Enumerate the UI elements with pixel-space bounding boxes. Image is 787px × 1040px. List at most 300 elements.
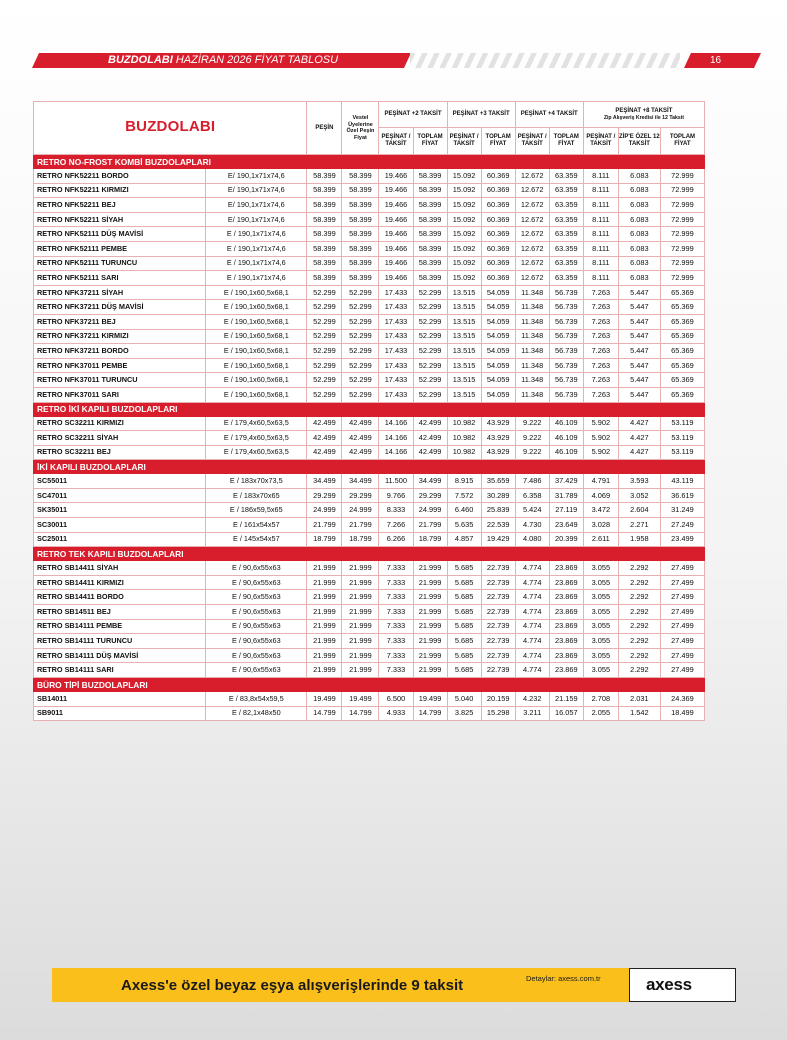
price-cell: 7.333 [379, 561, 413, 576]
price-cell: 7.263 [583, 344, 618, 359]
table-row [34, 329, 705, 344]
price-cell: 21.999 [342, 590, 379, 605]
price-cell: 21.999 [413, 619, 447, 634]
price-cell: 60.369 [481, 212, 515, 227]
price-cell: 2.031 [618, 692, 660, 707]
price-cell: 27.499 [660, 619, 704, 634]
price-cell: 5.424 [515, 503, 549, 518]
table-row [34, 183, 705, 198]
price-cell: 15.298 [481, 706, 515, 721]
price-cell: 14.166 [379, 445, 413, 460]
price-cell: 54.059 [481, 387, 515, 402]
price-cell: 8.111 [583, 183, 618, 198]
table-row [34, 271, 705, 286]
price-cell: 22.739 [481, 663, 515, 678]
price-cell: 42.499 [307, 431, 342, 446]
price-cell: 63.359 [549, 183, 583, 198]
table-row [34, 285, 705, 300]
price-cell: 6.358 [515, 488, 549, 503]
price-cell: 19.499 [413, 692, 447, 707]
price-cell: 42.499 [307, 445, 342, 460]
price-cell: 4.774 [515, 605, 549, 620]
product-dimensions: E/ 190,1x71x74,6 [206, 183, 307, 198]
price-cell: 43.929 [481, 445, 515, 460]
price-cell: 12.672 [515, 241, 549, 256]
price-cell: 23.869 [549, 619, 583, 634]
group-header-8-sub: Zip Alışveriş Kredisi ile 12 Taksit [603, 114, 684, 121]
price-cell: 21.999 [342, 648, 379, 663]
product-name: RETRO NFK52111 TURUNCU [34, 256, 206, 271]
section-header-row [34, 402, 705, 416]
price-cell: 19.499 [307, 692, 342, 707]
promo-banner-details: Detaylar: axess.com.tr [526, 974, 601, 983]
price-cell: 43.119 [660, 474, 704, 489]
price-cell: 6.083 [618, 169, 660, 184]
price-cell: 7.263 [583, 373, 618, 388]
price-cell: 58.399 [413, 271, 447, 286]
price-cell: 5.447 [618, 344, 660, 359]
price-cell: 23.869 [549, 605, 583, 620]
price-cell: 21.799 [342, 518, 379, 533]
product-name: RETRO NFK37011 TURUNCU [34, 373, 206, 388]
price-cell: 58.399 [413, 169, 447, 184]
header-stripes [410, 53, 680, 68]
price-cell: 23.869 [549, 648, 583, 663]
price-cell: 12.672 [515, 256, 549, 271]
price-cell: 63.359 [549, 212, 583, 227]
price-cell: 8.111 [583, 241, 618, 256]
price-cell: 58.399 [413, 212, 447, 227]
product-name: RETRO SB14511 BEJ [34, 605, 206, 620]
price-cell: 3.055 [583, 575, 618, 590]
price-cell: 17.433 [379, 344, 413, 359]
price-cell: 22.739 [481, 561, 515, 576]
price-cell: 27.499 [660, 605, 704, 620]
price-cell: 3.055 [583, 663, 618, 678]
price-cell: 8.111 [583, 271, 618, 286]
section-header-row [34, 547, 705, 561]
price-cell: 21.999 [307, 619, 342, 634]
price-cell: 42.499 [342, 445, 379, 460]
price-cell: 54.059 [481, 358, 515, 373]
group-header-3: PEŞİNAT +3 TAKSİT [447, 102, 515, 128]
price-cell: 24.369 [660, 692, 704, 707]
price-cell: 52.299 [342, 285, 379, 300]
price-cell: 12.672 [515, 183, 549, 198]
section-title: İKİ KAPILI BUZDOLAPLARI [34, 460, 705, 474]
price-cell: 3.055 [583, 590, 618, 605]
section-header-row [34, 678, 705, 692]
product-dimensions: E / 90,6x55x63 [206, 605, 307, 620]
price-cell: 14.166 [379, 431, 413, 446]
price-cell: 6.083 [618, 198, 660, 213]
price-cell: 72.999 [660, 212, 704, 227]
price-cell: 5.685 [447, 590, 481, 605]
price-cell: 46.109 [549, 416, 583, 431]
price-cell: 7.266 [379, 518, 413, 533]
section-title: RETRO TEK KAPILI BUZDOLAPLARI [34, 547, 705, 561]
price-cell: 5.447 [618, 373, 660, 388]
price-cell: 4.774 [515, 561, 549, 576]
price-cell: 12.672 [515, 169, 549, 184]
sub-header-pesinat: PEŞİNAT / TAKSİT [447, 128, 481, 155]
price-cell: 58.399 [307, 169, 342, 184]
price-cell: 2.292 [618, 605, 660, 620]
price-cell: 8.111 [583, 169, 618, 184]
price-cell: 27.499 [660, 648, 704, 663]
price-cell: 27.499 [660, 634, 704, 649]
price-cell: 21.999 [413, 575, 447, 590]
price-cell: 7.333 [379, 663, 413, 678]
price-cell: 29.299 [307, 488, 342, 503]
price-cell: 58.399 [342, 198, 379, 213]
price-cell: 65.369 [660, 314, 704, 329]
price-cell: 17.433 [379, 285, 413, 300]
price-cell: 8.333 [379, 503, 413, 518]
promo-banner [52, 968, 735, 1002]
price-cell: 52.299 [342, 373, 379, 388]
price-cell: 42.499 [413, 445, 447, 460]
price-cell: 7.333 [379, 605, 413, 620]
price-table [33, 101, 705, 721]
price-cell: 52.299 [413, 387, 447, 402]
price-cell: 52.299 [307, 387, 342, 402]
price-cell: 31.249 [660, 503, 704, 518]
page-number-tab [684, 53, 761, 68]
price-cell: 58.399 [307, 241, 342, 256]
price-cell: 5.447 [618, 314, 660, 329]
price-cell: 10.982 [447, 445, 481, 460]
price-cell: 6.083 [618, 212, 660, 227]
price-cell: 5.685 [447, 634, 481, 649]
price-cell: 72.999 [660, 183, 704, 198]
price-cell: 52.299 [342, 344, 379, 359]
product-name: RETRO SB14111 SARI [34, 663, 206, 678]
price-cell: 19.466 [379, 271, 413, 286]
product-dimensions: E / 190,1x60,5x68,1 [206, 344, 307, 359]
product-dimensions: E / 90,6x55x63 [206, 634, 307, 649]
product-dimensions: E / 90,6x55x63 [206, 561, 307, 576]
product-name: SC47011 [34, 488, 206, 503]
price-cell: 5.902 [583, 416, 618, 431]
price-cell: 58.399 [342, 271, 379, 286]
table-row [34, 198, 705, 213]
price-cell: 54.059 [481, 300, 515, 315]
price-cell: 52.299 [342, 329, 379, 344]
price-cell: 58.399 [307, 227, 342, 242]
table-row [34, 575, 705, 590]
price-cell: 37.429 [549, 474, 583, 489]
product-dimensions: E/ 190,1x71x74,6 [206, 212, 307, 227]
price-cell: 13.515 [447, 358, 481, 373]
product-name: RETRO SB14111 DÜŞ MAVİSİ [34, 648, 206, 663]
price-cell: 17.433 [379, 358, 413, 373]
price-cell: 9.222 [515, 431, 549, 446]
price-cell: 22.539 [481, 518, 515, 533]
price-cell: 52.299 [307, 373, 342, 388]
price-cell: 5.447 [618, 329, 660, 344]
price-cell: 27.499 [660, 575, 704, 590]
price-cell: 21.999 [342, 619, 379, 634]
price-cell: 56.739 [549, 373, 583, 388]
price-cell: 20.399 [549, 532, 583, 547]
price-cell: 1.542 [618, 706, 660, 721]
table-row [34, 706, 705, 721]
price-cell: 7.263 [583, 314, 618, 329]
price-cell: 52.299 [413, 329, 447, 344]
price-cell: 15.092 [447, 183, 481, 198]
price-cell: 23.499 [660, 532, 704, 547]
price-cell: 60.369 [481, 227, 515, 242]
price-cell: 52.299 [413, 314, 447, 329]
col-header-pesin: PEŞİN [307, 102, 342, 155]
price-cell: 52.299 [413, 300, 447, 315]
price-cell: 5.685 [447, 663, 481, 678]
price-cell: 13.515 [447, 344, 481, 359]
price-cell: 65.369 [660, 329, 704, 344]
product-dimensions: E / 190,1x60,5x68,1 [206, 300, 307, 315]
price-cell: 21.999 [307, 605, 342, 620]
price-cell: 5.447 [618, 387, 660, 402]
price-cell: 53.119 [660, 431, 704, 446]
price-cell: 36.619 [660, 488, 704, 503]
product-dimensions: E / 179,4x60,5x63,5 [206, 445, 307, 460]
price-cell: 27.499 [660, 663, 704, 678]
sub-header-toplam: TOPLAM FİYAT [481, 128, 515, 155]
price-cell: 58.399 [413, 183, 447, 198]
price-cell: 65.369 [660, 373, 704, 388]
price-cell: 72.999 [660, 169, 704, 184]
section-title: RETRO NO-FROST KOMBİ BUZDOLAPLARI [34, 155, 705, 169]
price-cell: 42.499 [342, 416, 379, 431]
price-cell: 58.399 [342, 227, 379, 242]
price-cell: 56.739 [549, 329, 583, 344]
page-title [108, 54, 338, 67]
table-row [34, 561, 705, 576]
price-cell: 11.348 [515, 285, 549, 300]
price-cell: 2.271 [618, 518, 660, 533]
price-cell: 4.730 [515, 518, 549, 533]
price-cell: 21.999 [342, 634, 379, 649]
price-cell: 3.593 [618, 474, 660, 489]
product-name: SC25011 [34, 532, 206, 547]
price-cell: 4.774 [515, 648, 549, 663]
product-dimensions: E / 190,1x60,5x68,1 [206, 373, 307, 388]
axess-logo-box [629, 968, 736, 1002]
product-name: RETRO SB14111 TURUNCU [34, 634, 206, 649]
price-cell: 23.869 [549, 634, 583, 649]
price-cell: 58.399 [307, 212, 342, 227]
price-cell: 58.399 [307, 271, 342, 286]
price-cell: 19.466 [379, 183, 413, 198]
price-cell: 34.499 [342, 474, 379, 489]
price-cell: 21.999 [307, 575, 342, 590]
product-name: RETRO SC32211 BEJ [34, 445, 206, 460]
price-cell: 21.159 [549, 692, 583, 707]
price-cell: 4.774 [515, 634, 549, 649]
price-cell: 12.672 [515, 271, 549, 286]
group-header-8 [583, 102, 704, 128]
price-cell: 52.299 [307, 358, 342, 373]
sub-header-pesinat: PEŞİNAT / TAKSİT [583, 128, 618, 155]
product-name: RETRO NFK37211 KIRMIZI [34, 329, 206, 344]
price-cell: 5.447 [618, 358, 660, 373]
price-cell: 7.333 [379, 575, 413, 590]
price-cell: 58.399 [413, 241, 447, 256]
price-cell: 21.999 [307, 663, 342, 678]
price-cell: 52.299 [307, 285, 342, 300]
price-cell: 13.515 [447, 285, 481, 300]
product-dimensions: E / 186x59,5x65 [206, 503, 307, 518]
price-cell: 9.222 [515, 445, 549, 460]
product-dimensions: E / 190,1x60,5x68,1 [206, 387, 307, 402]
price-cell: 8.111 [583, 227, 618, 242]
product-dimensions: E / 179,4x60,5x63,5 [206, 431, 307, 446]
product-name: SB14011 [34, 692, 206, 707]
price-cell: 24.999 [342, 503, 379, 518]
price-cell: 4.774 [515, 663, 549, 678]
price-cell: 7.263 [583, 329, 618, 344]
price-cell: 4.791 [583, 474, 618, 489]
price-cell: 6.083 [618, 241, 660, 256]
price-cell: 43.929 [481, 431, 515, 446]
price-cell: 72.999 [660, 271, 704, 286]
price-cell: 56.739 [549, 344, 583, 359]
product-dimensions: E / 82,1x48x50 [206, 706, 307, 721]
price-cell: 27.119 [549, 503, 583, 518]
table-row [34, 387, 705, 402]
price-cell: 23.869 [549, 663, 583, 678]
price-cell: 2.292 [618, 561, 660, 576]
section-title: RETRO İKİ KAPILI BUZDOLAPLARI [34, 402, 705, 416]
price-cell: 17.433 [379, 387, 413, 402]
product-dimensions: E / 145x54x57 [206, 532, 307, 547]
product-name: RETRO NFK37211 BORDO [34, 344, 206, 359]
table-row [34, 619, 705, 634]
product-dimensions: E / 183x70x65 [206, 488, 307, 503]
price-cell: 11.348 [515, 373, 549, 388]
price-cell: 19.429 [481, 532, 515, 547]
price-cell: 13.515 [447, 387, 481, 402]
price-cell: 4.232 [515, 692, 549, 707]
group-header-2: PEŞİNAT +2 TAKSİT [379, 102, 447, 128]
price-cell: 7.333 [379, 634, 413, 649]
price-cell: 23.869 [549, 575, 583, 590]
product-name: RETRO NFK52111 DÜŞ MAVİSİ [34, 227, 206, 242]
price-cell: 17.433 [379, 373, 413, 388]
price-cell: 19.466 [379, 212, 413, 227]
section-header-row [34, 155, 705, 169]
price-cell: 21.999 [413, 605, 447, 620]
price-cell: 15.092 [447, 241, 481, 256]
price-cell: 54.059 [481, 314, 515, 329]
product-dimensions: E / 179,4x60,5x63,5 [206, 416, 307, 431]
price-cell: 52.299 [342, 314, 379, 329]
price-cell: 17.433 [379, 314, 413, 329]
price-cell: 13.515 [447, 329, 481, 344]
table-row [34, 314, 705, 329]
price-cell: 11.500 [379, 474, 413, 489]
price-cell: 8.915 [447, 474, 481, 489]
price-cell: 4.774 [515, 619, 549, 634]
price-cell: 42.499 [413, 416, 447, 431]
price-cell: 9.766 [379, 488, 413, 503]
table-row [34, 590, 705, 605]
product-name: SC55011 [34, 474, 206, 489]
price-cell: 42.499 [307, 416, 342, 431]
price-cell: 16.057 [549, 706, 583, 721]
price-cell: 30.289 [481, 488, 515, 503]
price-cell: 29.299 [342, 488, 379, 503]
price-cell: 23.869 [549, 561, 583, 576]
price-cell: 9.222 [515, 416, 549, 431]
price-cell: 5.902 [583, 445, 618, 460]
price-cell: 15.092 [447, 169, 481, 184]
price-cell: 54.059 [481, 344, 515, 359]
price-cell: 65.369 [660, 285, 704, 300]
product-name: SC30011 [34, 518, 206, 533]
product-name: RETRO SB14111 PEMBE [34, 619, 206, 634]
table-row [34, 241, 705, 256]
product-name: RETRO SB14411 SİYAH [34, 561, 206, 576]
price-cell: 58.399 [342, 212, 379, 227]
table-brand-cell [34, 102, 307, 155]
price-cell: 5.685 [447, 561, 481, 576]
sub-header-toplam: TOPLAM FİYAT [660, 128, 704, 155]
product-dimensions: E / 190,1x71x74,6 [206, 227, 307, 242]
price-cell: 12.672 [515, 227, 549, 242]
price-cell: 56.739 [549, 285, 583, 300]
price-cell: 22.739 [481, 648, 515, 663]
price-cell: 52.299 [307, 314, 342, 329]
price-cell: 17.433 [379, 300, 413, 315]
price-cell: 22.739 [481, 590, 515, 605]
price-cell: 52.299 [307, 344, 342, 359]
price-cell: 19.466 [379, 227, 413, 242]
price-cell: 7.263 [583, 300, 618, 315]
product-name: RETRO NFK37211 BEJ [34, 314, 206, 329]
table-row [34, 445, 705, 460]
product-name: RETRO NFK52211 KIRMIZI [34, 183, 206, 198]
product-name: SK35011 [34, 503, 206, 518]
price-cell: 56.739 [549, 358, 583, 373]
product-dimensions: E / 90,6x55x63 [206, 590, 307, 605]
product-dimensions: E / 190,1x71x74,6 [206, 271, 307, 286]
price-cell: 52.299 [307, 329, 342, 344]
product-dimensions: E/ 190,1x71x74,6 [206, 198, 307, 213]
price-cell: 4.427 [618, 431, 660, 446]
price-cell: 3.825 [447, 706, 481, 721]
price-cell: 21.999 [413, 634, 447, 649]
product-name: RETRO NFK52111 PEMBE [34, 241, 206, 256]
price-cell: 72.999 [660, 227, 704, 242]
price-cell: 23.649 [549, 518, 583, 533]
group-header-8-title: PEŞİNAT +8 TAKSİT [615, 107, 673, 114]
price-cell: 46.109 [549, 445, 583, 460]
sub-header-pesinat: PEŞİNAT / TAKSİT [379, 128, 413, 155]
price-cell: 7.486 [515, 474, 549, 489]
price-cell: 23.869 [549, 590, 583, 605]
product-name: RETRO NFK37011 SARI [34, 387, 206, 402]
price-cell: 65.369 [660, 358, 704, 373]
product-dimensions: E / 190,1x60,5x68,1 [206, 358, 307, 373]
price-cell: 5.685 [447, 619, 481, 634]
table-row [34, 605, 705, 620]
price-cell: 11.348 [515, 344, 549, 359]
price-cell: 21.999 [413, 663, 447, 678]
price-cell: 4.933 [379, 706, 413, 721]
product-dimensions: E/ 190,1x71x74,6 [206, 169, 307, 184]
